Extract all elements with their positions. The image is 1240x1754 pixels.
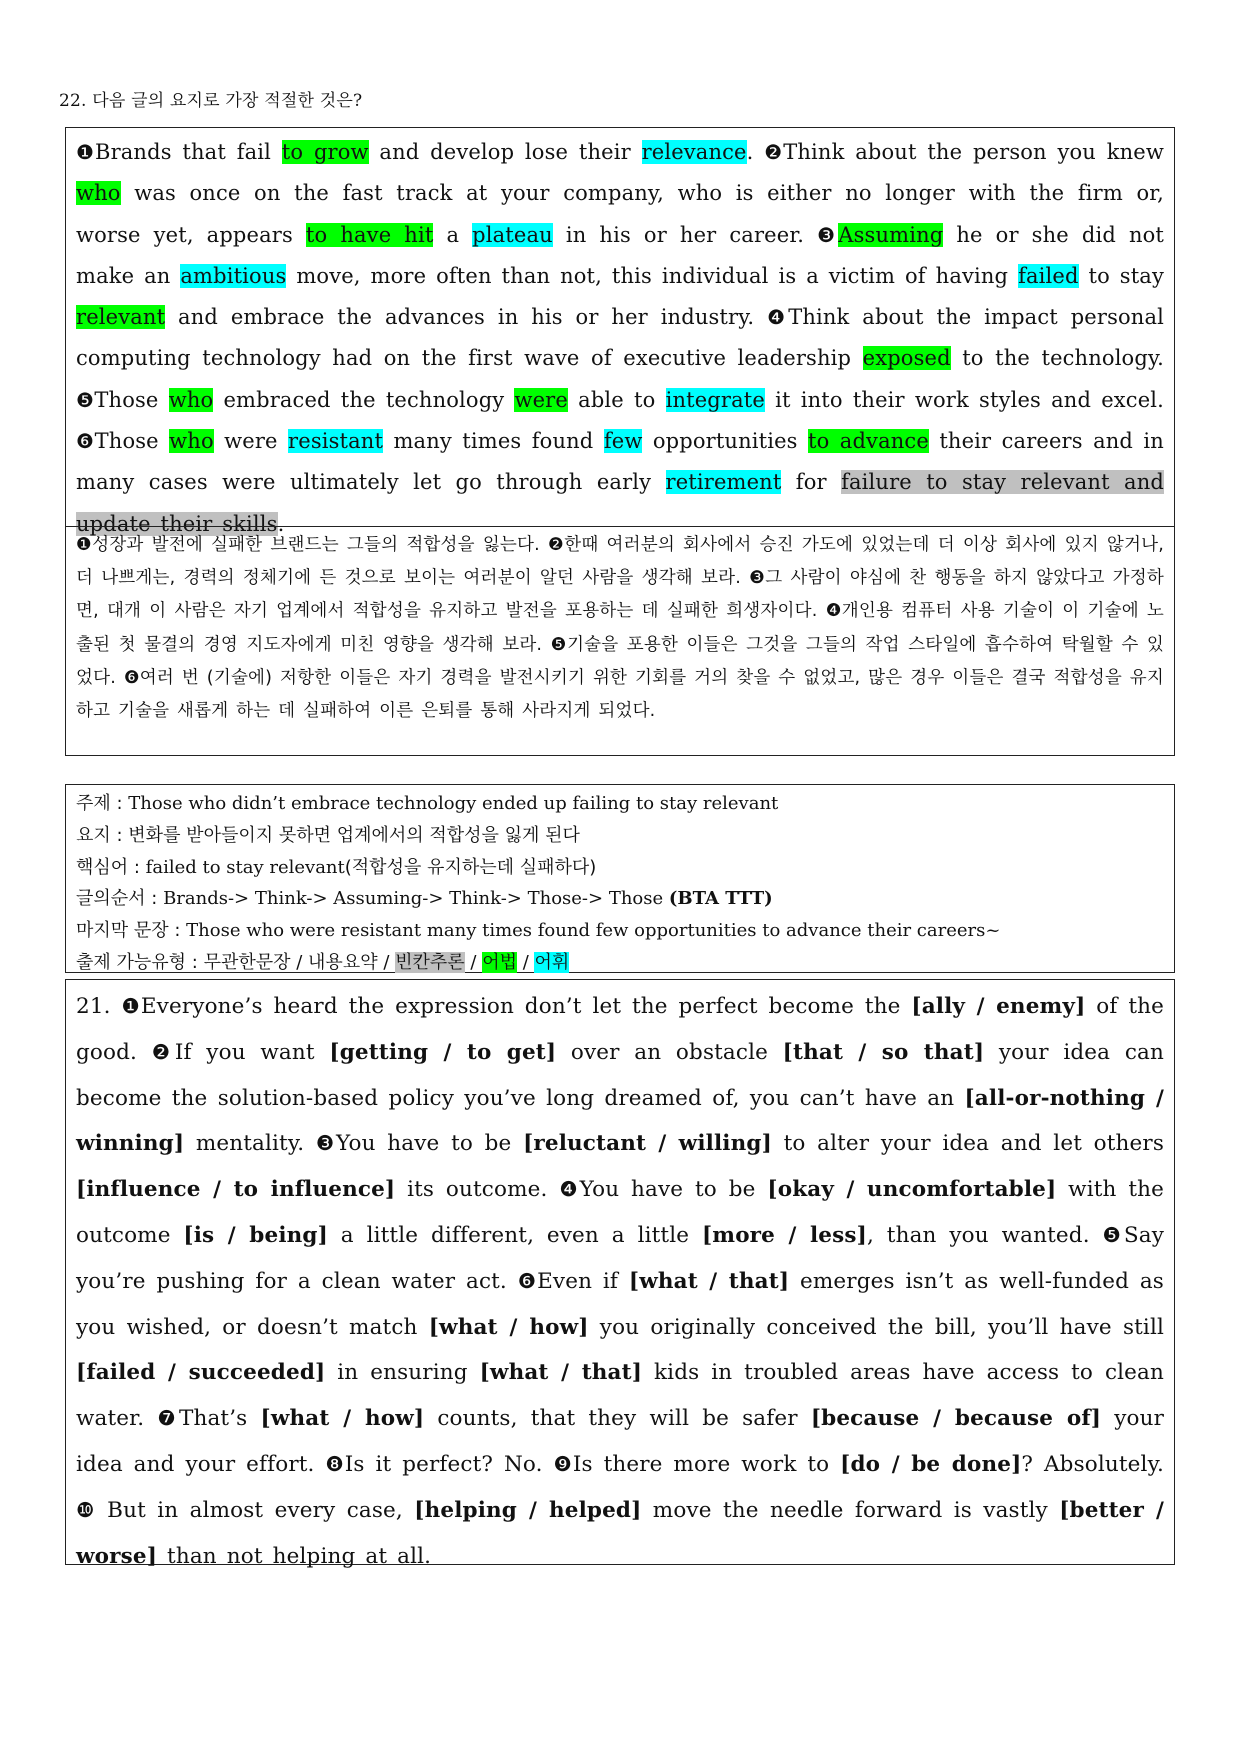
text-segment: Is there more work to [572, 1451, 841, 1477]
summary-order [76, 883, 1164, 915]
choice-bracket: [more / less] [701, 1222, 867, 1248]
text-segment: many times found [383, 429, 604, 454]
text-segment: it into their work styles and excel. [764, 387, 1164, 412]
highlight-green: who [169, 429, 214, 454]
topic-value: Those who didn’t embrace technology ended up failing to stay relevant [128, 793, 779, 814]
text-segment: Is it perfect? No. [344, 1451, 554, 1477]
sentence-number-icon: ❻ [517, 1268, 538, 1293]
highlight-green: exposed [862, 346, 951, 371]
text-segment: than not helping at all. [157, 1543, 432, 1569]
summary-question-types [76, 947, 1164, 979]
choice-bracket: [getting / to get] [329, 1039, 557, 1065]
summary-topic [76, 788, 1164, 820]
last-label: 마지막 문장 : [76, 920, 187, 942]
choice-bracket: [ally / enemy] [911, 994, 1086, 1019]
text-segment: Think about the person you knew [783, 140, 1164, 164]
separator: / [290, 951, 309, 973]
text-segment: . [746, 140, 765, 164]
text-segment: emerges isn’t as well‐funded as you wished, or doesn’t match [76, 1268, 1164, 1340]
sentence-number-icon: ❸ [315, 1131, 337, 1156]
passage-21-box [65, 979, 1175, 1569]
text-segment: move the needle forward is vastly [641, 1497, 1060, 1523]
separator: / [516, 951, 535, 973]
highlight-green: to have hit [305, 222, 434, 247]
keyword-label: 핵심어 : [76, 856, 146, 878]
choice-bracket: [that / so that] [782, 1039, 985, 1065]
text-segment: move, more often than not, this individual is a victim of having [286, 263, 1019, 288]
choice-bracket: [okay / uncomfortable] [767, 1177, 1057, 1203]
choice-bracket: [failed / succeeded] [76, 1360, 326, 1386]
choice-bracket: [do / be done] [840, 1451, 1022, 1477]
translation-text: ❶성장과 발전에 실패한 브랜드는 그들의 적합성을 잃는다. ❷한때 여러분의 회사에서 승진 가도에 있었는데 더 이상 회사에 있지 않거나, 더 나쁘게는, 경력의 정체기에 든 것으로 보이는 여러분이 알던 사람을 생각해 보라. ❸그 사람이 야심에 찬 행동을 하지 않았다고 가정하면, 대개 이 사람은 자기 업계에서 적합성을 유지하고 발전을 포용하는 데 실패한 희생자이다. ❹개인용 컴퓨터 사용 기술이 이 기술에 노출된 첫 물결의 경영 지도자에게 미친 영향을 생각해 보라. ❺기술을 포용한 이들은 그것을 그들의 작업 스타일에 흡수하여 탁월할 수 있었다. ❻여러 번 (기술에) 저항한 이들은 자기 경력을 발전시키기 위한 기회를 거의 찾을 수 없었고, 많은 경우 이들은 결국 적합성을 유지하고 기술을 새롭게 하는 데 실패하여 이른 은퇴를 통해 사라지게 되었다. [76, 535, 1164, 722]
sentence-number-icon: ❷ [764, 140, 784, 164]
translation-box [65, 526, 1175, 756]
choice-bracket: [because / because of] [810, 1406, 1102, 1432]
question-type-item: 어법 [482, 951, 517, 973]
text-segment: 21. [76, 994, 122, 1019]
order-value: Brands-> Think-> Assuming-> Think-> Those-> Those [163, 888, 669, 910]
choice-bracket: [what / that] [628, 1268, 790, 1294]
sentence-number-icon: ❾ [553, 1451, 573, 1476]
sentence-number-icon: ❶ [76, 140, 95, 164]
sentence-number-icon: ❽ [325, 1451, 345, 1476]
gist-label: 요지 : [76, 824, 129, 846]
text-segment: If you want [174, 1039, 330, 1065]
text-segment: Those [94, 429, 170, 454]
choice-bracket: [what / how] [260, 1406, 425, 1432]
types-list [204, 952, 570, 973]
highlight-cyan: retirement [665, 470, 782, 495]
sentence-number-icon: ❺ [76, 387, 95, 412]
text-segment: your idea and your effort. [76, 1406, 1165, 1477]
text-segment: kids in troubled areas have access to clean water. [76, 1360, 1164, 1432]
text-segment: embraced the technology [213, 387, 515, 412]
order-code: (BTA TTT) [668, 888, 773, 910]
text-segment: in ensuring [325, 1360, 480, 1386]
choice-bracket: [reluctant / willing] [523, 1131, 772, 1157]
highlight-green: to advance [808, 429, 929, 454]
summary-keyword [76, 852, 1164, 884]
highlight-cyan: resistant [288, 429, 384, 454]
choice-bracket: [better / worse] [76, 1497, 1164, 1569]
highlight-green: to grow [281, 140, 369, 164]
topic-label: 주제 : [76, 793, 129, 814]
text-segment: able to [567, 387, 666, 412]
highlight-cyan: relevance [641, 140, 747, 164]
separator: / [377, 951, 396, 973]
question-type-item: 어휘 [534, 951, 570, 973]
choice-bracket: [helping / helped] [414, 1497, 642, 1523]
text-segment: Those [94, 387, 169, 412]
text-segment: Say you’re pushing for a clean water act. [76, 1222, 1164, 1294]
keyword-en: failed to stay relevant [145, 856, 345, 878]
summary-box [65, 784, 1175, 973]
text-segment: of the good. [76, 994, 1164, 1065]
text-segment: he or she did not make an [76, 222, 1165, 288]
sentence-number-icon: ❻ [76, 429, 95, 454]
text-segment: for [781, 470, 842, 495]
text-segment: Even if [537, 1268, 629, 1294]
choice-bracket: [what / that] [479, 1360, 643, 1386]
gist-value: 변화를 받아들이지 못하면 업계에서의 적합성을 잃게 된다 [128, 824, 580, 846]
highlight-cyan: failed [1018, 263, 1079, 288]
text-segment: Think about the impact personal computing technology had on the first wave of executive leadership [76, 305, 1164, 371]
text-segment: Brands that fail [94, 140, 282, 164]
choice-bracket: [is / being] [183, 1222, 328, 1248]
text-segment: ? Absolutely. [1021, 1451, 1164, 1477]
highlight-gray: failure to stay relevant and update their skills [76, 470, 1164, 536]
passage-21-text [76, 984, 1164, 1579]
text-segment: a [433, 222, 473, 247]
separator: / [464, 951, 483, 973]
types-label: 출제 가능유형 : [76, 951, 204, 973]
choice-bracket: [influence / to influence] [76, 1177, 396, 1203]
highlight-green: were [514, 387, 568, 412]
question-type-item: 빈칸추론 [395, 951, 465, 973]
text-segment: Everyone’s heard the expression don’t let the perfect become the [140, 994, 912, 1019]
highlight-cyan: plateau [472, 222, 553, 247]
text-segment: and embrace the advances in his or her industry. [165, 305, 768, 330]
summary-gist [76, 820, 1164, 852]
text-segment: , than you wanted. [866, 1222, 1103, 1248]
sentence-number-icon: ❿ [76, 1497, 96, 1522]
sentence-number-icon: ❶ [121, 994, 141, 1018]
text-segment: to stay [1078, 263, 1164, 288]
highlight-cyan: ambitious [180, 263, 287, 288]
last-value: Those who were resistant many times found few opportunities to advance their careers~ [186, 920, 1001, 942]
text-segment: was once on the fast track at your company, who is either no longer with the firm or, worse yet, appears [76, 181, 1164, 247]
sentence-number-icon: ❹ [767, 305, 789, 330]
highlight-green: who [168, 387, 214, 412]
sentence-number-icon: ❼ [157, 1406, 179, 1431]
summary-last-sentence [76, 915, 1164, 947]
sentence-number-icon: ❷ [151, 1039, 175, 1064]
question-type-item: 내용요약 [308, 951, 378, 973]
highlight-green: who [76, 181, 121, 206]
text-segment: . [277, 511, 285, 536]
question-22-title: 22. 다음 글의 요지로 가장 적절한 것은? [59, 91, 363, 111]
text-segment: were [213, 429, 289, 454]
highlight-cyan: few [603, 429, 643, 454]
text-segment: over an obstacle [556, 1039, 783, 1065]
highlight-green: relevant [76, 305, 166, 330]
highlight-green: Assuming [838, 222, 944, 247]
keyword-ko: (적합성을 유지하는데 실패하다) [344, 856, 597, 878]
text-segment: That’s [178, 1406, 261, 1432]
text-segment: counts, that they will be safer [424, 1406, 811, 1432]
text-segment: a little different, even a little [327, 1222, 702, 1248]
text-segment: to alter your idea and let others [771, 1131, 1165, 1157]
text-segment: their careers and in many cases were ultimately let go through early [76, 429, 1164, 495]
text-segment: opportunities [642, 429, 808, 454]
sentence-number-icon: ❹ [559, 1177, 580, 1202]
highlight-cyan: integrate [665, 387, 765, 412]
text-segment: with the outcome [76, 1177, 1165, 1248]
text-segment: and develop lose their [368, 140, 642, 164]
text-segment: you originally conceived the bill, you’ll have still [588, 1314, 1165, 1340]
sentence-number-icon: ❺ [1102, 1222, 1124, 1247]
text-segment: its outcome. [395, 1177, 560, 1203]
text-segment: But in almost every case, [95, 1497, 415, 1523]
choice-bracket: [all‐or‐nothing / winning] [76, 1085, 1164, 1157]
text-segment: your idea can become the solution‐based policy you’ve long dreamed of, you can’t have an [76, 1039, 1164, 1111]
passage-22-text [76, 132, 1164, 545]
order-label: 글의순서 : [76, 888, 164, 910]
text-segment: in his or her career. [552, 222, 818, 247]
sentence-number-icon: ❸ [817, 222, 839, 247]
text-segment: You have to be [336, 1131, 524, 1157]
text-segment: to the technology. [950, 346, 1164, 371]
question-type-item: 무관한문장 [203, 951, 291, 973]
text-segment: You have to be [579, 1177, 768, 1203]
choice-bracket: [what / how] [428, 1314, 589, 1340]
passage-22-box [65, 127, 1175, 536]
text-segment: mentality. [184, 1131, 316, 1157]
